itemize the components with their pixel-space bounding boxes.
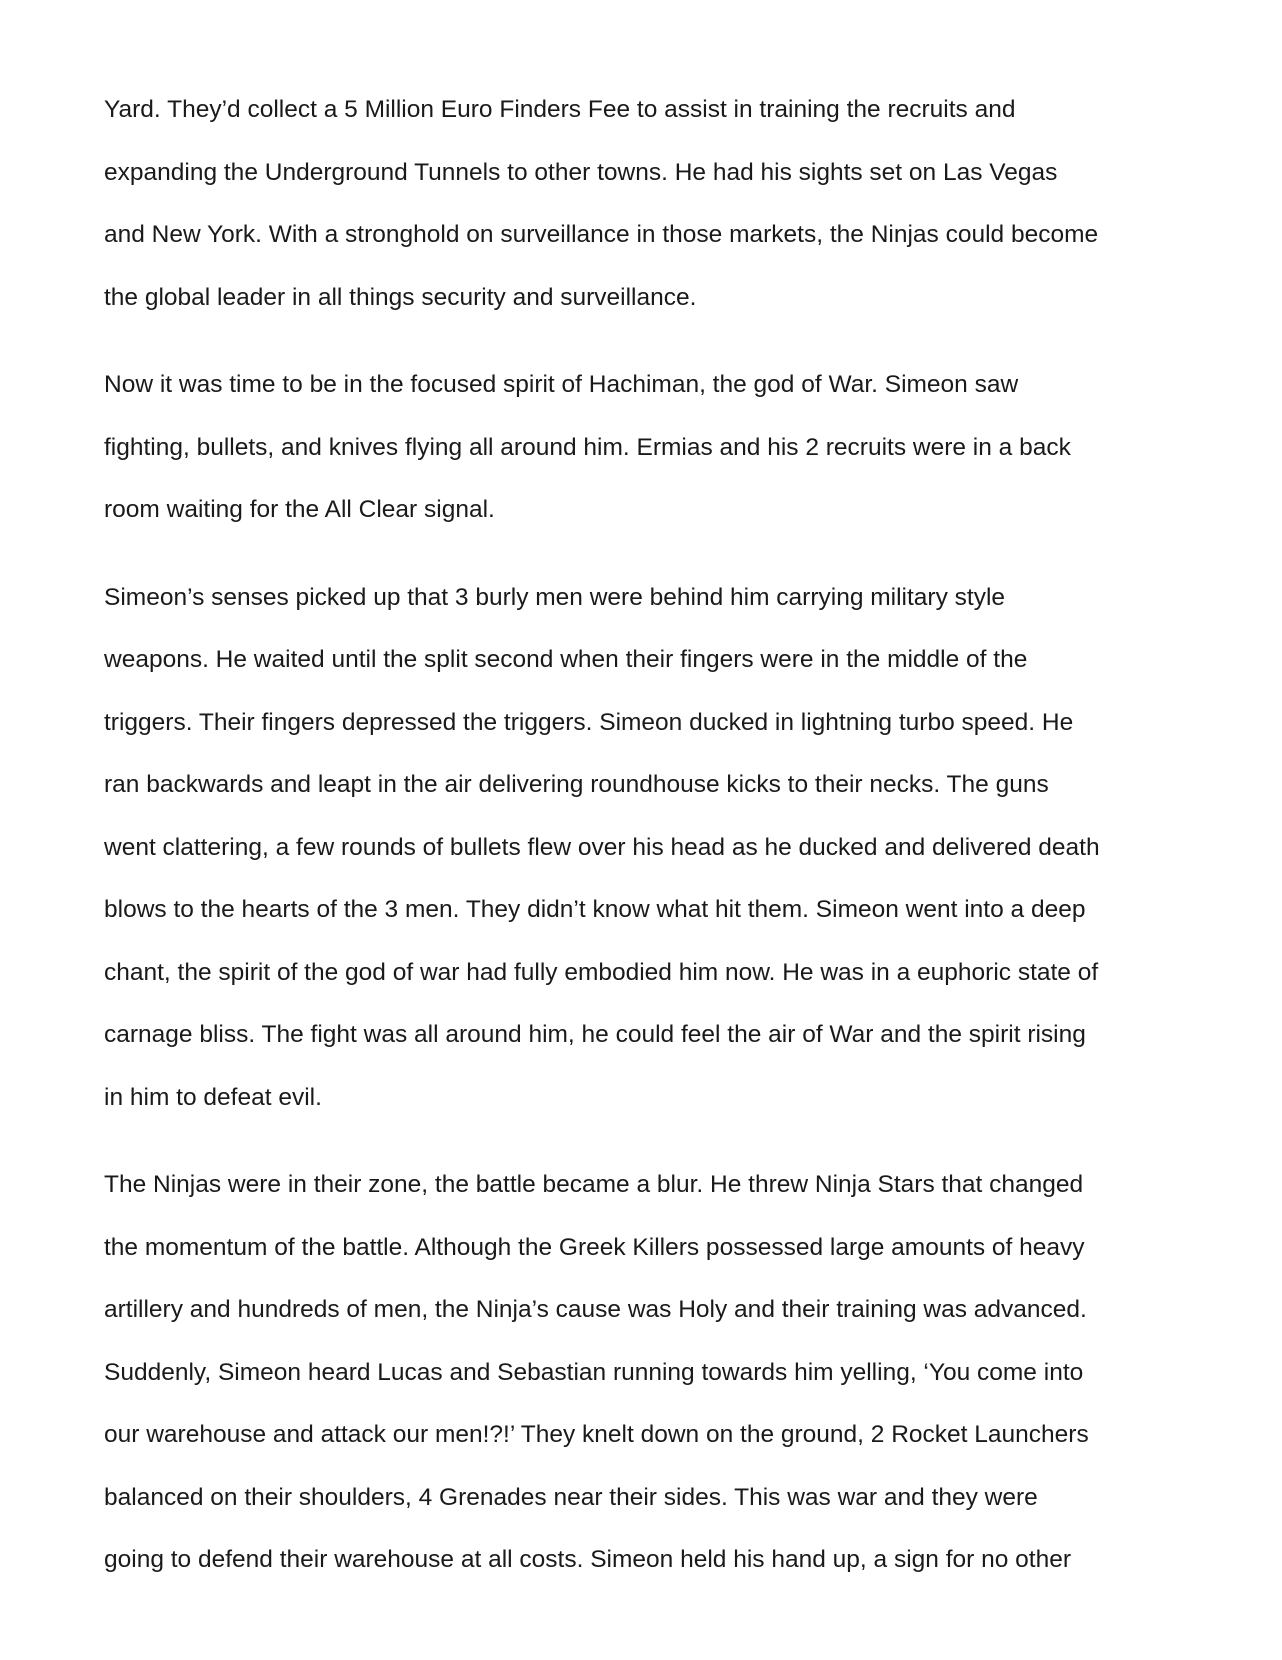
text-line: ran backwards and leapt in the air delivering roundhouse kicks to their necks. The guns <box>104 771 1049 798</box>
text-line: triggers. Their fingers depressed the triggers. Simeon ducked in lightning turbo speed. He <box>104 708 1074 736</box>
paragraph-1 <box>104 79 1214 329</box>
text-line: weapons. He waited until the split second when their fingers were in the middle of the <box>104 646 1028 673</box>
text-line: in him to defeat evil. <box>104 1083 322 1111</box>
text-line: the momentum of the battle. Although the Greek Killers possessed large amounts of heavy <box>104 1233 1085 1261</box>
text-line: expanding the Underground Tunnels to other towns. He had his sights set on Las Vegas <box>104 158 1058 186</box>
text-line: going to defend their warehouse at all costs. Simeon held his hand up, a sign for no other <box>104 1546 1072 1573</box>
document-body <box>104 79 1214 1617</box>
text-line: The Ninjas were in their zone, the battle became a blur. He threw Ninja Stars that changed <box>104 1171 1084 1198</box>
text-line: blows to the hearts of the 3 men. They didn’t know what hit them. Simeon went into a deep <box>104 896 1086 923</box>
text-line: went clattering, a few rounds of bullets flew over his head as he ducked and delivered death <box>104 833 1100 861</box>
paragraph-2 <box>104 354 1214 542</box>
text-line: fighting, bullets, and knives flying all around him. Ermias and his 2 recruits were in a back <box>104 433 1071 461</box>
paragraph-3 <box>104 567 1214 1130</box>
text-line: chant, the spirit of the god of war had fully embodied him now. He was in a euphoric state of <box>104 958 1099 986</box>
text-line: artillery and hundreds of men, the Ninja’s cause was Holy and their training was advanced. <box>104 1296 1087 1323</box>
text-line: the global leader in all things security and surveillance. <box>104 283 697 311</box>
paragraph-4 <box>104 1154 1214 1592</box>
text-line: our warehouse and attack our men!?!’ They knelt down on the ground, 2 Rocket Launchers <box>104 1421 1089 1448</box>
text-line: Suddenly, Simeon heard Lucas and Sebastian running towards him yelling, ‘You come into <box>104 1358 1084 1386</box>
text-line: room waiting for the All Clear signal. <box>104 496 495 523</box>
text-line: Simeon’s senses picked up that 3 burly men were behind him carrying military style <box>104 583 1006 611</box>
text-line: carnage bliss. The fight was all around him, he could feel the air of War and the spirit rising <box>104 1021 1086 1048</box>
text-line: balanced on their shoulders, 4 Grenades near their sides. This was war and they were <box>104 1483 1038 1511</box>
text-line: and New York. With a stronghold on surveillance in those markets, the Ninjas could become <box>104 221 1099 248</box>
text-line: Now it was time to be in the focused spirit of Hachiman, the god of War. Simeon saw <box>104 371 1019 398</box>
text-line: Yard. They’d collect a 5 Million Euro Finders Fee to assist in training the recruits and <box>104 96 1016 123</box>
